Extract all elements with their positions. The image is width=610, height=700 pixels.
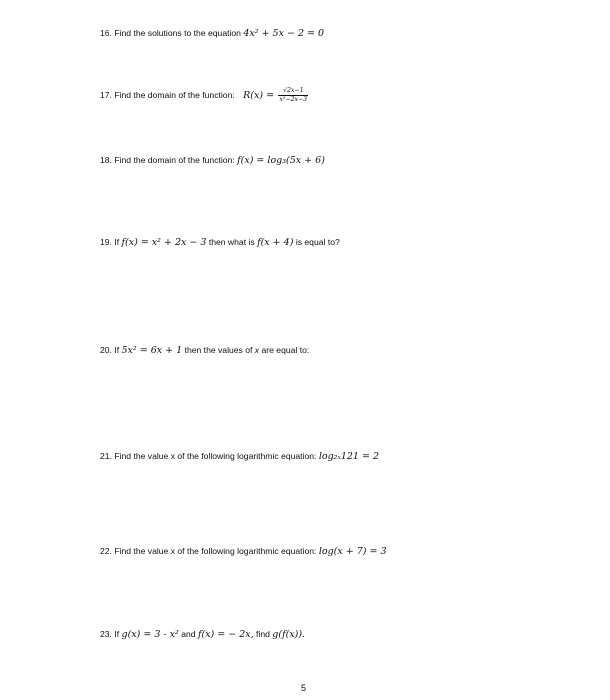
equation: 5x² = 6x + 1 bbox=[121, 345, 183, 356]
question-number: 19. bbox=[100, 237, 112, 247]
question-text: If bbox=[114, 629, 120, 639]
variable: x bbox=[254, 345, 260, 355]
equation: f(x) = x² + 2x − 3 bbox=[121, 237, 207, 248]
question-number: 17. bbox=[100, 89, 112, 100]
question-23 bbox=[100, 627, 305, 642]
question-17 bbox=[100, 87, 308, 104]
question-22 bbox=[100, 544, 387, 559]
function-lhs: R(x) = bbox=[243, 89, 275, 101]
question-20 bbox=[100, 343, 309, 358]
question-number: 21. bbox=[100, 451, 112, 461]
page-number: 5 bbox=[301, 683, 307, 693]
question-number: 18. bbox=[100, 155, 112, 165]
question-number: 20. bbox=[100, 345, 112, 355]
question-18 bbox=[100, 153, 325, 168]
question-text: is equal to? bbox=[295, 237, 340, 247]
expression: f(x + 4) bbox=[257, 237, 294, 248]
question-text: then what is bbox=[208, 237, 255, 247]
question-text: Find the value x of the following logarithmic equation: bbox=[114, 546, 317, 556]
question-number: 23. bbox=[100, 629, 112, 639]
question-21 bbox=[100, 449, 379, 464]
question-16 bbox=[100, 26, 324, 41]
question-text: If bbox=[114, 237, 120, 247]
question-text: Find the domain of the function: bbox=[114, 155, 235, 165]
question-text: Find the value x of the following logarithmic equation: bbox=[114, 451, 317, 461]
question-text: are equal to: bbox=[261, 345, 310, 355]
composition: g(f(x)). bbox=[272, 629, 306, 640]
equation: 4x² + 5x − 2 = 0 bbox=[243, 28, 325, 39]
question-number: 22. bbox=[100, 546, 112, 556]
function-f: f(x) = − 2x, bbox=[197, 629, 254, 640]
fraction-denominator: x²−2x−3 bbox=[279, 96, 308, 103]
question-text: Find the solutions to the equation bbox=[114, 28, 241, 38]
function-g: g(x) = 3 - x² bbox=[121, 629, 179, 640]
question-text: then the values of bbox=[184, 345, 253, 355]
question-text: Find the domain of the function: bbox=[114, 89, 235, 100]
equation: f(x) = log₃(5x + 6) bbox=[237, 155, 325, 166]
question-text: find bbox=[256, 629, 270, 639]
fraction-numerator: √2x−1 bbox=[278, 87, 308, 96]
equation: log₂ₓ121 = 2 bbox=[318, 451, 380, 462]
equation: log(x + 7) = 3 bbox=[318, 546, 387, 557]
question-19 bbox=[100, 235, 340, 250]
question-number: 16. bbox=[100, 28, 112, 38]
question-text: and bbox=[181, 629, 196, 639]
fraction bbox=[278, 87, 308, 104]
question-text: If bbox=[114, 345, 120, 355]
